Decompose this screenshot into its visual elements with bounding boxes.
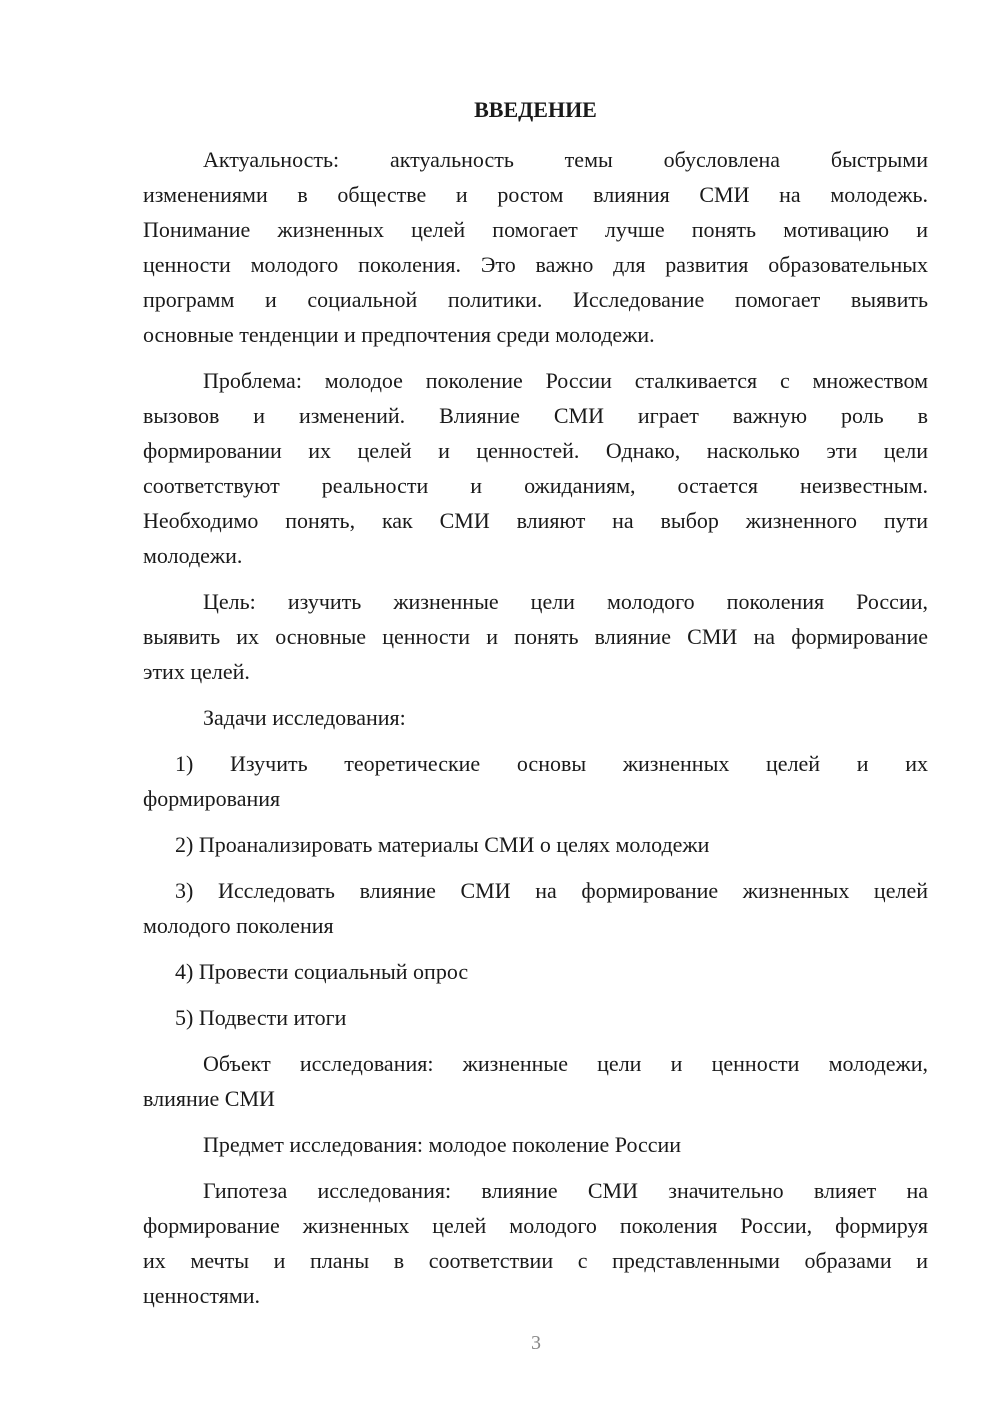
paragraph: [143, 1046, 928, 1116]
text-line: 4) Провести социальный опрос: [175, 959, 469, 984]
text-line: Необходимо понять, как СМИ влияют на выбор жизненного пути: [143, 508, 928, 533]
text-line: формирование жизненных целей молодого поколения России, формируя: [143, 1213, 928, 1238]
list-item: [143, 954, 928, 989]
list-item: [143, 746, 928, 816]
text-line: ценностями.: [143, 1283, 261, 1308]
text-line: Цель: изучить жизненные цели молодого поколения России,: [203, 589, 928, 614]
text-line: 1) Изучить теоретические основы жизненных целей и их: [175, 751, 928, 776]
paragraph: [143, 1173, 928, 1313]
page-title: ВВЕДЕНИЕ: [474, 97, 597, 122]
text-line: влияние СМИ: [143, 1086, 275, 1111]
text-line: молодого поколения: [143, 913, 334, 938]
document-page: [143, 92, 928, 1324]
text-line: Задачи исследования:: [203, 705, 406, 730]
text-line: программ и социальной политики. Исследование помогает выявить: [143, 287, 928, 312]
text-line: формирования: [143, 786, 281, 811]
paragraph: [143, 584, 928, 689]
text-line: основные тенденции и предпочтения среди молодежи.: [143, 322, 655, 347]
text-line: 5) Подвести итоги: [175, 1005, 347, 1030]
list-item: [143, 827, 928, 862]
text-line: 3) Исследовать влияние СМИ на формирование жизненных целей: [175, 878, 928, 903]
paragraph: [143, 142, 928, 352]
text-line: выявить их основные ценности и понять влияние СМИ на формирование: [143, 624, 928, 649]
list-item: [143, 1000, 928, 1035]
list-item: [143, 873, 928, 943]
document-body: [143, 142, 928, 1313]
text-line: этих целей.: [143, 659, 250, 684]
paragraph: [143, 363, 928, 573]
text-line: Актуальность: актуальность темы обусловлена быстрыми: [203, 147, 928, 172]
text-line: изменениями в обществе и ростом влияния СМИ на молодежь.: [143, 182, 928, 207]
paragraph: [143, 1127, 928, 1162]
text-line: ценности молодого поколения. Это важно для развития образовательных: [143, 252, 928, 277]
text-line: их мечты и планы в соответствии с представленными образами и: [143, 1248, 928, 1273]
text-line: Гипотеза исследования: влияние СМИ значительно влияет на: [203, 1178, 928, 1203]
text-line: молодежи.: [143, 543, 243, 568]
text-line: Предмет исследования: молодое поколение России: [203, 1132, 682, 1157]
text-line: формировании их целей и ценностей. Однако, насколько эти цели: [143, 438, 928, 463]
text-line: Объект исследования: жизненные цели и ценности молодежи,: [203, 1051, 928, 1076]
text-line: соответствуют реальности и ожиданиям, остается неизвестным.: [143, 473, 928, 498]
text-line: 2) Проанализировать материалы СМИ о целях молодежи: [175, 832, 710, 857]
text-line: вызовов и изменений. Влияние СМИ играет важную роль в: [143, 403, 928, 428]
paragraph: [143, 700, 928, 735]
page-number: 3: [531, 1332, 541, 1354]
text-line: Проблема: молодое поколение России сталкивается с множеством: [203, 368, 928, 393]
text-line: Понимание жизненных целей помогает лучше понять мотивацию и: [143, 217, 928, 242]
